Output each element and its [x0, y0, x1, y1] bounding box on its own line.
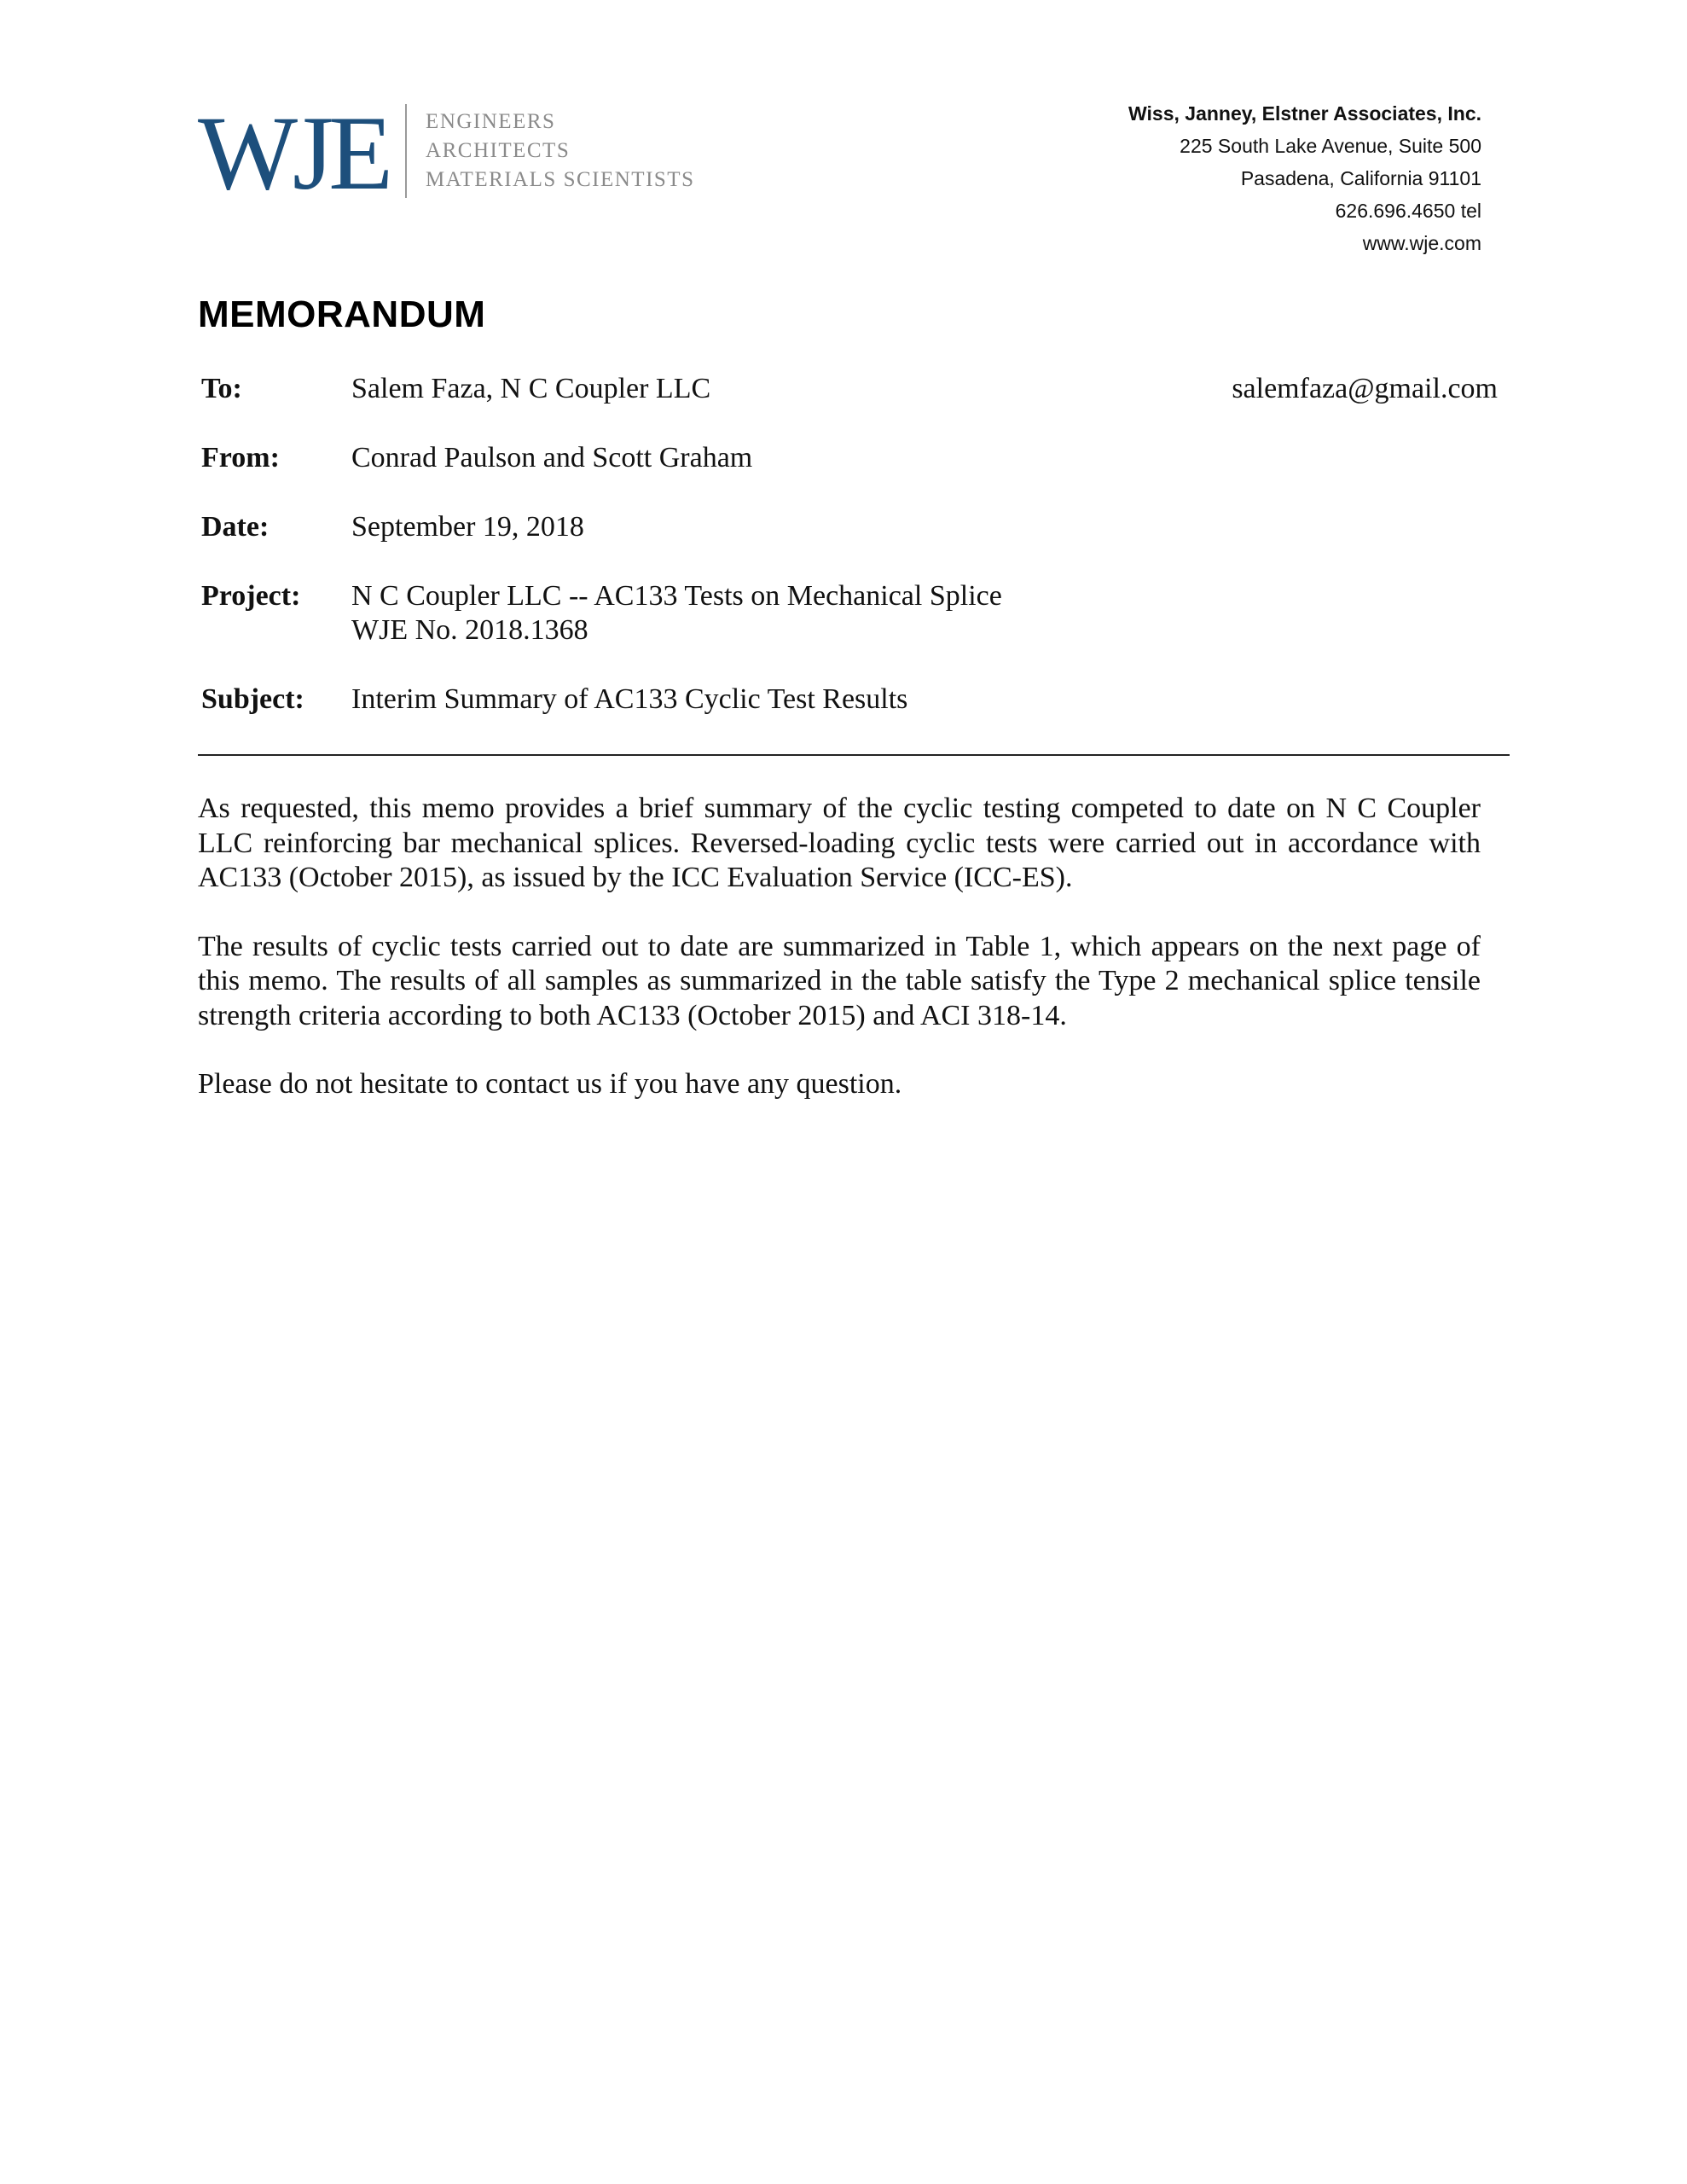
field-to-email[interactable]: salemfaza@gmail.com: [1232, 373, 1498, 404]
field-project-label: Project:: [201, 580, 301, 612]
field-subject-label: Subject:: [201, 683, 304, 715]
field-project-title: N C Coupler LLC -- AC133 Tests on Mechanical Splice: [351, 580, 1002, 612]
memo-body: [198, 792, 1481, 1136]
field-date-value: September 19, 2018: [351, 511, 584, 543]
logo-tagline: [426, 107, 694, 195]
logo-divider: [405, 104, 407, 198]
field-date: [201, 510, 1498, 544]
field-from-label: From:: [201, 442, 280, 473]
firm-name: Wiss, Janney, Elstner Associates, Inc.: [1128, 102, 1481, 125]
field-project-number: WJE No. 2018.1368: [351, 614, 588, 646]
field-from-value: Conrad Paulson and Scott Graham: [351, 442, 753, 473]
address-phone: 626.696.4650 tel: [1335, 200, 1481, 222]
logo-line-materials: MATERIALS SCIENTISTS: [426, 168, 695, 191]
logo-mark: WJE: [198, 95, 389, 212]
field-to: [201, 372, 1498, 406]
field-date-label: Date:: [201, 511, 270, 543]
field-from: [201, 441, 1498, 475]
field-subject: [201, 682, 1498, 717]
memo-header-fields: [201, 372, 1498, 752]
body-paragraph-3: Please do not hesitate to contact us if you have any question.: [198, 1068, 902, 1100]
field-to-label: To:: [201, 373, 242, 404]
body-paragraph-1: As requested, this memo provides a brief summary of the cyclic testing competed to date on N C Coupler LLC reinforcing bar mechanical splices. Reversed-loading cyclic tests were carried out in accordance with AC133 (October 2015), as issued by the ICC Evaluation Service (ICC-ES).: [198, 793, 1481, 893]
field-subject-value: Interim Summary of AC133 Cyclic Test Results: [351, 683, 908, 715]
logo-line-architects: ARCHITECTS: [426, 139, 571, 162]
address-street: 225 South Lake Avenue, Suite 500: [1180, 135, 1481, 157]
header-divider: [198, 754, 1510, 756]
logo-line-engineers: ENGINEERS: [426, 110, 556, 133]
field-to-value: Salem Faza, N C Coupler LLC: [351, 373, 711, 404]
address-web[interactable]: www.wje.com: [1362, 232, 1481, 254]
body-paragraph-2: The results of cyclic tests carried out to date are summarized in Table 1, which appears on the next page of this memo. The results of all samples as summarized in the table satisfy the Type 2 mechanical splice tensile strength criteria according to both AC133 (October 2015) and ACI 318-14.: [198, 930, 1481, 1031]
memo-title: MEMORANDUM: [198, 293, 486, 335]
field-project-value: [351, 579, 1498, 648]
wje-logo: [198, 95, 695, 212]
address-city: Pasadena, California 91101: [1240, 167, 1481, 189]
firm-address: [1128, 97, 1481, 259]
field-project: [201, 579, 1498, 648]
